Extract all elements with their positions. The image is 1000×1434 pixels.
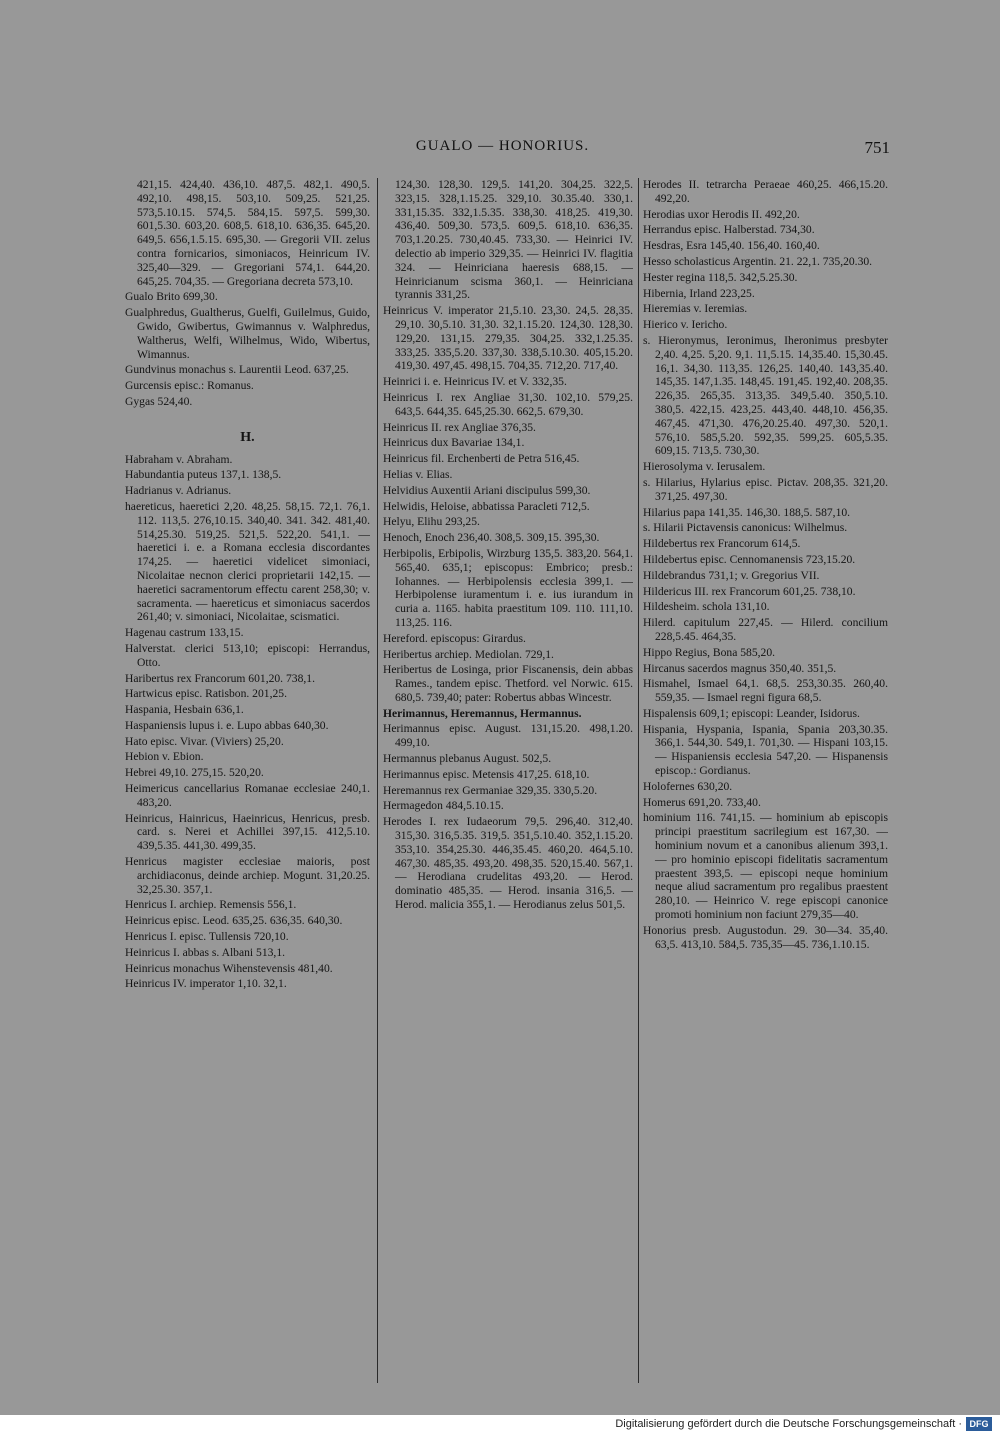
index-entry: s. Hilarius, Hylarius episc. Pictav. 208,35. 321,20. 371,25. 497,30.	[643, 475, 888, 503]
index-entry: Hester regina 118,5. 342,5.25.30.	[643, 270, 798, 284]
index-entry: Hilarius papa 141,35. 146,30. 188,5. 587,10.	[643, 505, 851, 519]
index-entry-continued: 421,15. 424,40. 436,10. 487,5. 482,1. 490,5. 492,10. 498,15. 503,10. 509,25. 521,25. 573,5.10.15. 574,5. 584,15. 597,5. 599,30. 601,5.30. 603,20. 608,5. 618,10. 636,35. 645,20. 649,5. 656,1.5.15. 695,30. — Gregorii VII. zelus contra fornicarios, simoniacos, Heinricum IV. 325,40—329. — Gregoriani 574,1. 644,20. 645,25. 704,35. — Gregoriana decreta 573,10.	[137, 178, 370, 288]
index-entry: Hereford. episcopus: Girardus.	[383, 631, 526, 645]
index-entry: Herimannus episc. Metensis 417,25. 618,10.	[383, 767, 590, 781]
index-entry: Homerus 691,20. 733,40.	[643, 795, 761, 809]
index-entry: Habraham v. Abraham.	[125, 452, 233, 466]
index-column-1	[125, 178, 370, 1383]
index-entry: Herrandus episc. Halberstad. 734,30.	[643, 223, 815, 237]
index-entry-continued: 124,30. 128,30. 129,5. 141,20. 304,25. 322,5. 323,15. 328,1.15.25. 329,10. 30.35.40. 330,1. 331,15.35. 332,1.5.35. 338,30. 418,25. 419,30. 436,40. 509,30. 573,5. 609,5. 618,10. 636,35. 703,1.20.25. 730,40.45. 733,30. — Heinrici IV. delectio ab imperio 329,35. — Heinrici IV. flagitia 324. — Heinriciana haeresis 688,15. — Heinricianum scisma 360,1. — Heinriciana tyrannis 331,25.	[395, 178, 633, 302]
index-entry: Heribertus archiep. Mediolan. 729,1.	[383, 647, 554, 661]
index-entry: Heinricus monachus Wihenstevensis 481,40.	[125, 961, 333, 975]
index-entry: Hermagedon 484,5.10.15.	[383, 799, 504, 813]
index-entry: Herodes I. rex Iudaeorum 79,5. 296,40. 312,40. 315,30. 316,5.35. 319,5. 351,5.10.40. 352,1.15.20. 353,10. 354,25.30. 446,35.45. 460,20. 464,5.10. 467,30. 485,35. 493,20. 498,35. 520,15.40. 567,1. — Herodiana crudelitas 493,20. — Herod. dominatio 485,35. — Herod. insania 316,5. — Herod. malicia 355,1. — Herodianus zelus 501,5.	[383, 815, 633, 912]
index-entry: Halverstat. clerici 513,10; episcopi: Herrandus, Otto.	[125, 641, 370, 669]
index-entry: haereticus, haeretici 2,20. 48,25. 58,15. 72,1. 76,1. 112. 113,5. 276,10.15. 340,40. 341. 342. 481,40. 514,25.30. 519,25. 521,5. 522,20. 541,1. — haeretici i. e. a Romana ecclesia discordantes 174,25. — haeretici videlicet simoniaci, Nicolaitae necnon clerici proprietarii 142,15. — haeretici sacramentorum effectu carent 258,30; v. sacramenta. — haereticus et simoniacus sacerdos 261,40; v. simoniaci, Nicolaitae, scismatici.	[125, 499, 370, 624]
index-heading: Herimannus, Heremannus, Hermannus.	[383, 706, 582, 720]
index-column-2	[383, 178, 633, 1383]
column-rule	[377, 178, 378, 1383]
index-entry: Herodias uxor Herodis II. 492,20.	[643, 207, 800, 221]
index-entry: Heinricus IV. imperator 1,10. 32,1.	[125, 977, 287, 991]
index-entry: Helyu, Elihu 293,25.	[383, 515, 480, 529]
index-entry: Hispania, Hyspania, Ispania, Spania 203,30.35. 366,1. 544,30. 549,1. 701,30. — Hispani 103,15. — Hispaniensis ecclesia 547,20. — Hispanensis episcop.: Gordianus.	[643, 722, 888, 778]
index-entry: Henricus I. archiep. Remensis 556,1.	[125, 898, 297, 912]
index-entry: Heinricus I. abbas s. Albani 513,1.	[125, 945, 286, 959]
index-entry: Gundvinus monachus s. Laurentii Leod. 637,25.	[125, 363, 349, 377]
index-entry: Hircanus sacerdos magnus 350,40. 351,5.	[643, 661, 837, 675]
index-entry: Hilerd. capitulum 227,45. — Hilerd. concilium 228,5.45. 464,35.	[643, 616, 888, 643]
index-entry: Heinricus I. rex Angliae 31,30. 102,10. 579,25. 643,5. 644,35. 645,25.30. 662,5. 679,30.	[383, 390, 633, 418]
index-entry: s. Hieronymus, Ieronimus, Iheronimus presbyter 2,40. 4,25. 5,20. 9,1. 11,5.15. 14,35.40. 15,30.45. 16,1. 34,30. 113,35. 126,25. 140,40. 143,35.40. 145,35. 147,1.35. 148,45. 191,45. 192,40. 208,35. 226,35. 265,35. 313,35. 349,5.40. 350,5.10. 380,5. 422,15. 423,25. 443,40. 448,10. 456,35. 467,45. 471,30. 476,20.25.40. 497,30. 520,1. 576,10. 585,5.20. 592,35. 599,25. 605,5.35. 609,15. 713,5. 730,30.	[643, 333, 888, 458]
header-title: GUALO — HONORIUS.	[415, 138, 590, 154]
index-entry: Hebrei 49,10. 275,15. 520,20.	[125, 766, 264, 780]
index-entry: Hesdras, Esra 145,40. 156,40. 160,40.	[643, 239, 820, 253]
index-entry: Hesso scholasticus Argentin. 21. 22,1. 735,20.30.	[643, 254, 873, 268]
index-entry: Hieremias v. Ieremias.	[643, 302, 748, 316]
index-entry: Gualo Brito 699,30.	[125, 290, 218, 304]
index-entry: Hadrianus v. Adrianus.	[125, 484, 232, 498]
index-entry: Helvidius Auxentii Ariani discipulus 599,30.	[383, 483, 591, 497]
index-entry: Hildebertus episc. Cennomanensis 723,15.20.	[643, 552, 856, 566]
index-entry: Heremannus rex Germaniae 329,35. 330,5.20.	[383, 783, 598, 797]
index-entry: Herbipolis, Erbipolis, Wirzburg 135,5. 383,20. 564,1. 565,40. 635,1; episcopus: Embrico; presb.: Iohannes. — Herbipolensis ecclesia 399,1. — Herbipolense iuramentum i. e. ius iurandum in curia a. 1165. habita praestitum 109. 110. 111,10. 113,25. 116.	[383, 546, 633, 629]
index-entry: Heribertus de Losinga, prior Fiscanensis, dein abbas Rames., tandem episc. Thetford. vel Norwic. 615. 680,5. 739,40; pater: Robertus abbas Wincestr.	[383, 663, 633, 704]
page-frame	[115, 120, 890, 1390]
index-entry: Hibernia, Irland 223,25.	[643, 286, 755, 300]
index-entry: Hebion v. Ebion.	[125, 750, 204, 764]
index-column-3	[643, 178, 888, 1383]
footer-credit: Digitalisierung gefördert durch die Deutsche Forschungsgemeinschaft ·	[615, 1418, 962, 1430]
index-entry: Hildebrandus 731,1; v. Gregorius VII.	[643, 568, 820, 582]
column-rule	[638, 178, 639, 1383]
index-entry: Heinricus episc. Leod. 635,25. 636,35. 640,30.	[125, 914, 343, 928]
index-entry: Habundantia puteus 137,1. 138,5.	[125, 468, 282, 482]
index-entry: Heinricus V. imperator 21,5.10. 23,30. 24,5. 28,35. 29,10. 30,5.10. 31,30. 32,1.15.20. 124,30. 128,30. 129,20. 131,15. 279,35. 304,25. 332,1.25.35. 333,25. 335,5.20. 337,30. 338,5.10.30. 405,15.20. 419,30. 497,45. 498,15. 704,35. 712,20. 717,40.	[383, 304, 633, 373]
index-entry: Helias v. Elias.	[383, 467, 453, 481]
footer-bar	[0, 1415, 1000, 1434]
index-entry: Hildebertus rex Francorum 614,5.	[643, 537, 801, 551]
index-entry: Hippo Regius, Bona 585,20.	[643, 645, 776, 659]
index-entry: Heinricus, Hainricus, Haeinricus, Henricus, presb. card. s. Nerei et Achillei 397,15. 412,5.10. 439,5.35. 441,30. 499,35.	[125, 811, 370, 853]
index-entry: Heinricus II. rex Angliae 376,35.	[383, 420, 536, 434]
index-entry: Haribertus rex Francorum 601,20. 738,1.	[125, 671, 315, 685]
index-entry: Gygas 524,40.	[125, 394, 193, 408]
index-entry: Hismahel, Ismael 64,1. 68,5. 253,30.35. 260,40. 559,35. — Ismael regni figura 68,5.	[643, 677, 888, 705]
index-entry: Hato episc. Vivar. (Viviers) 25,20.	[125, 734, 284, 748]
index-entry: Herodes II. tetrarcha Peraeae 460,25. 466,15.20. 492,20.	[643, 178, 888, 205]
index-entry: Hagenau castrum 133,15.	[125, 626, 244, 640]
index-entry: Helwidis, Heloise, abbatissa Paracleti 712,5.	[383, 499, 590, 513]
running-header	[115, 138, 890, 162]
index-entry: Haspania, Hesbain 636,1.	[125, 703, 244, 717]
index-entry: Henricus magister ecclesiae maioris, post archidiaconus, deinde archiep. Mogunt. 31,20.25. 32,25.30. 357,1.	[125, 855, 370, 896]
index-entry: Hildesheim. schola 131,10.	[643, 600, 770, 614]
index-entry: Holofernes 630,20.	[643, 779, 733, 793]
page-number: 751	[864, 138, 890, 157]
index-entry: Hildericus III. rex Francorum 601,25. 738,10.	[643, 584, 856, 598]
index-entry: Henricus I. episc. Tullensis 720,10.	[125, 930, 289, 944]
index-entry: Hartwicus episc. Ratisbon. 201,25.	[125, 687, 287, 701]
index-entry: Henoch, Enoch 236,40. 308,5. 309,15. 395,30.	[383, 531, 600, 545]
index-entry: Heinrici i. e. Heinricus IV. et V. 332,35.	[383, 375, 567, 389]
index-entry: Heinricus dux Bavariae 134,1.	[383, 436, 525, 450]
index-entry: Honorius presb. Augustodun. 29. 30—34. 35,40. 63,5. 413,10. 584,5. 735,35—45. 736,1.10.15.	[643, 923, 888, 951]
index-entry: Gualphredus, Gualtherus, Guelfi, Guilelmus, Guido, Gwido, Gwibertus, Gwimannus v. Walphredus, Waltherus, Welfi, Wilhelmus, Wido, Wibertus, Wimannus.	[125, 306, 370, 361]
index-entry: hominium 116. 741,15. — hominium ab episcopis principi praestitum sacrilegium est 167,30. — hominium novum et a canonibus alienum 393,1. — pro hominio episcopi fidelitatis sacramentum praestent 393,5. — episcopi neque hominium neque aliud sacramentum pro regalibus praestent 280,10. — Heinrico V. rege episcopi canonice promoti hominium non faciunt 279,35—40.	[643, 811, 888, 922]
index-entry: s. Hilarii Pictavensis canonicus: Wilhelmus.	[643, 521, 848, 535]
dfg-logo: DFG	[966, 1417, 992, 1431]
index-entry: Haspaniensis lupus i. e. Lupo abbas 640,30.	[125, 718, 329, 732]
index-entry: Heimericus cancellarius Romanae ecclesiae 240,1. 483,20.	[125, 782, 370, 809]
index-entry: Hispalensis 609,1; episcopi: Leander, Isidorus.	[643, 706, 860, 720]
index-entry: Hierico v. Iericho.	[643, 318, 728, 332]
section-letter: H.	[240, 429, 255, 445]
index-entry: Gurcensis episc.: Romanus.	[125, 379, 254, 393]
index-entry: Hermannus plebanus August. 502,5.	[383, 752, 552, 766]
index-entry: Hierosolyma v. Ierusalem.	[643, 460, 766, 474]
index-entry: Heinricus fil. Erchenberti de Petra 516,45.	[383, 452, 580, 466]
index-entry: Herimannus episc. August. 131,15.20. 498,1.20. 499,10.	[383, 722, 633, 750]
